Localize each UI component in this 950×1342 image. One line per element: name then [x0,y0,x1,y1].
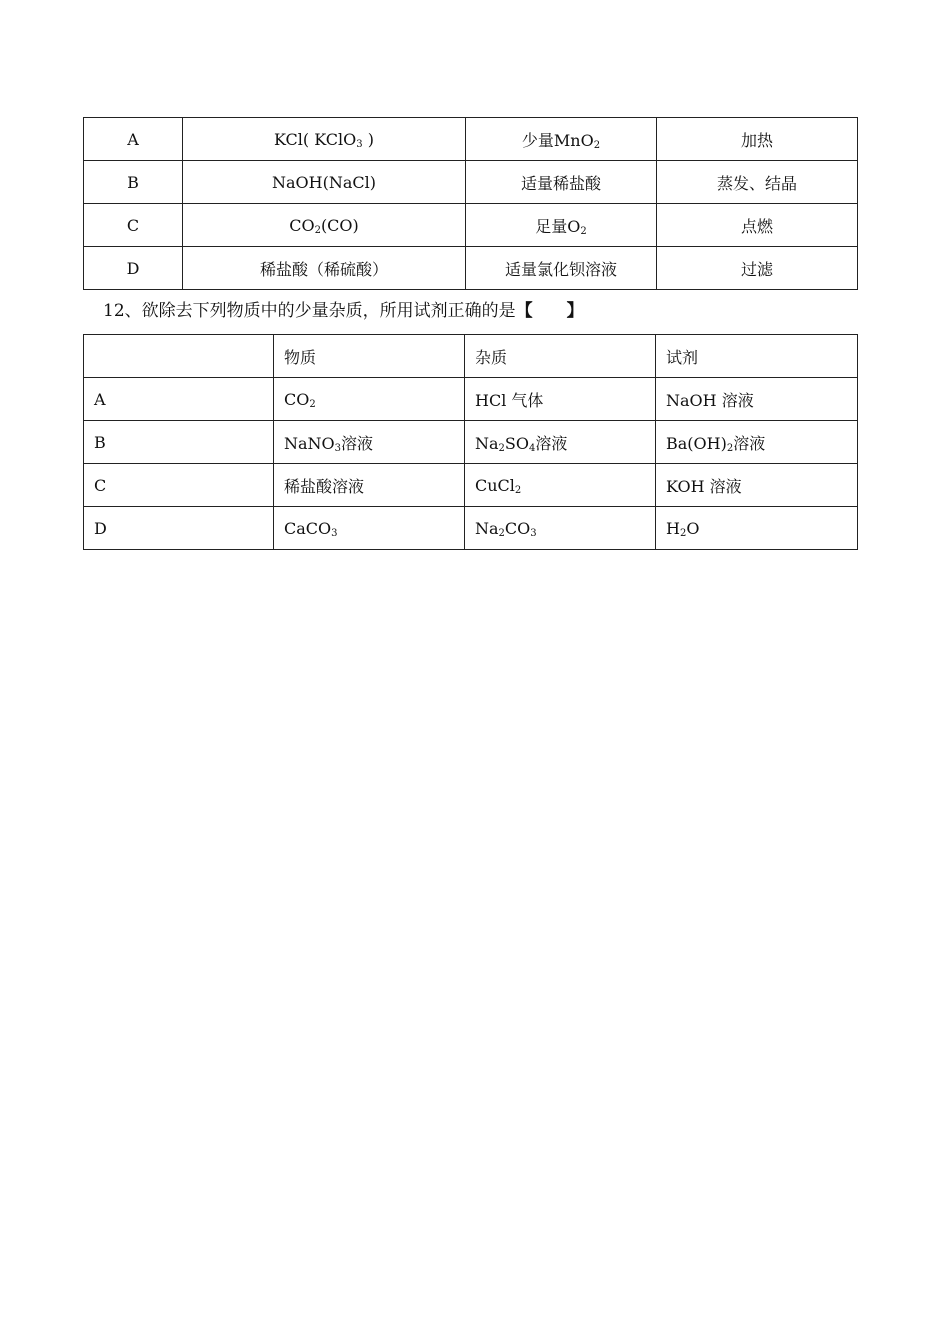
impurity-removal-table-12 [83,334,858,550]
reagent-cell: KOH 溶液 [656,464,858,507]
table-row [84,378,858,421]
table-row [84,161,858,204]
option-label: C [84,204,183,247]
table-row [84,464,858,507]
table-row [84,421,858,464]
impurity-cell: $Na_2SO_4$溶液 [465,421,656,464]
option-label: C [84,464,274,507]
reagent-cell: NaOH 溶液 [656,378,858,421]
substance-cell: $CO_2$ [274,378,465,421]
header-reagent: 试剂 [656,335,858,378]
substance-cell: NaNO$_3$溶液 [274,421,465,464]
substance-cell: 稀盐酸（稀硫酸） [183,247,466,290]
header-impurity: 杂质 [465,335,656,378]
substance-cell: NaOH(NaCl) [183,161,466,204]
impurity-removal-table-11 [83,117,858,290]
reagent-cell: 适量稀盐酸 [466,161,657,204]
table-header-row [84,335,858,378]
option-label: A [84,118,183,161]
answer-bracket: 【 】 [515,301,584,321]
table-row [84,247,858,290]
table-row [84,204,858,247]
table-row [84,507,858,550]
header-blank [84,335,274,378]
reagent-cell: 适量氯化钡溶液 [466,247,657,290]
question-12 [103,296,584,321]
method-cell: 过滤 [657,247,858,290]
method-cell: 蒸发、结晶 [657,161,858,204]
reagent-cell: 少量MnO$_2$ [466,118,657,161]
substance-cell: CaCO$_3$ [274,507,465,550]
impurity-cell: HCl 气体 [465,378,656,421]
header-substance: 物质 [274,335,465,378]
reagent-cell: 足量$O_2$ [466,204,657,247]
reagent-cell: $H_2O$ [656,507,858,550]
substance-cell: $CO_2(CO)$ [183,204,466,247]
impurity-cell: CuCl$_2$ [465,464,656,507]
question-text: 12、欲除去下列物质中的少量杂质，所用试剂正确的是 [103,301,516,321]
option-label: D [84,507,274,550]
substance-cell: 稀盐酸溶液 [274,464,465,507]
option-label: B [84,161,183,204]
option-label: B [84,421,274,464]
substance-cell: KCl( KClO$_3$ ) [183,118,466,161]
impurity-cell: $Na_2CO_3$ [465,507,656,550]
option-label: A [84,378,274,421]
method-cell: 加热 [657,118,858,161]
reagent-cell: $Ba(OH)_2$溶液 [656,421,858,464]
method-cell: 点燃 [657,204,858,247]
table-row [84,118,858,161]
option-label: D [84,247,183,290]
